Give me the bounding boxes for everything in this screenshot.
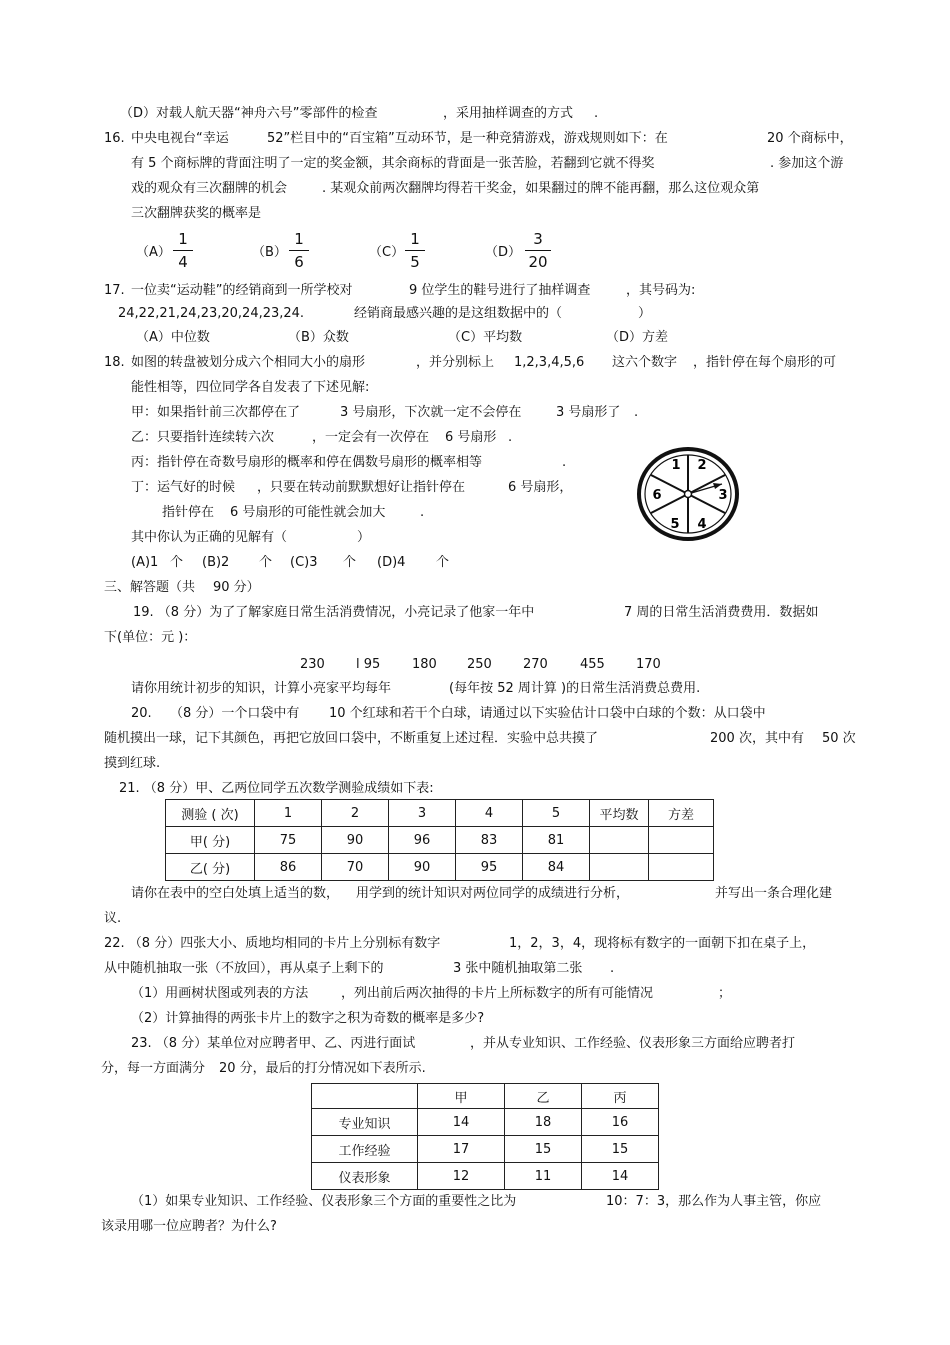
q23-line1a: 23. （8 分）某单位对应聘者甲、乙、丙进行面试 [131,1036,416,1051]
table-cell: 11 [505,1163,582,1190]
q17-option-a: （A）中位数 [136,330,210,345]
header-cell: 方差 [649,800,714,827]
q18-line1b: ，并分别标上 [416,355,495,370]
q19-data-6: 455 [580,657,605,672]
q18-number: 18. [104,355,125,370]
section3-title: 三、解答题（共 [104,580,196,595]
q22-line2a: 从中随机抽取一张（不放回），再从桌子上剩下的 [104,961,384,976]
q22-line1a: 22. （8 分）四张大小、质地均相同的卡片上分别标有数字 [104,936,441,951]
numerator: 1 [294,230,304,248]
q19-data-2: l 95 [356,657,381,672]
q18-bing: 丙：指针停在奇数号扇形的概率和停在偶数号扇形的概率相等 [131,455,483,470]
q17-line2b: 经销商最感兴趣的是这组数据中的（ [354,306,563,321]
q17-data: 24,22,21,24,23,20,24,23,24. [118,306,305,321]
q18-ding-c: 6 号扇形， [508,480,573,495]
q18-option-c-unit: 个 [343,555,357,570]
q18-ding-b: ，只要在转动前默默想好让指针停在 [257,480,466,495]
q17-number: 17. [104,283,125,298]
q20-number: 20. [131,706,152,721]
q17-option-d: （D）方差 [606,330,669,345]
q16-option-b-fraction [287,229,311,272]
q18-jia-c: 3 号扇形了 [556,405,621,420]
table-cell: 70 [322,854,389,881]
q17-line1a: 一位卖“运动鞋”的经销商到一所学校对 [131,283,353,298]
header-cell: 乙 [505,1084,582,1109]
q23-sub2: 该录用哪一位应聘者？为什么? [101,1219,277,1234]
q23-sub1a: （1）如果专业知识、工作经验、仪表形象三个方面的重要性之比为 [131,1194,517,1209]
q15-period: . [594,106,599,121]
q16-line2b: . 参加这个游 [770,156,844,171]
q18-line1a: 如图的转盘被划分成六个相同大小的扇形 [131,355,366,370]
q17-line1b: 9 位学生的鞋号进行了抽样调查 [409,283,591,298]
q18-option-a: (A)1 [131,555,159,570]
q19-line3a: 请你用统计初步的知识，计算小亮家平均每年 [131,681,392,696]
q16-line2a: 有 5 个商标牌的背面注明了一定的奖金额，其余商标的背面是一张苦脸，若翻到它就不得奖 [131,156,655,171]
q19-data-3: 180 [412,657,437,672]
wheel-label-2: 2 [697,458,707,473]
q18-ding2-period: . [420,505,425,520]
q22-sub1c: ； [718,986,732,1001]
q16-line1b: 52”栏目中的“百宝箱”互动环节，是一种竞猜游戏，游戏规则如下：在 [267,131,668,146]
q18-option-a-unit: 个 [170,555,184,570]
q16-line1a: 中央电视台“幸运 [131,131,229,146]
table-cell: 90 [389,854,456,881]
q18-ding-a: 丁：运气好的时候 [131,480,236,495]
table-cell: 86 [255,854,322,881]
q16-option-d-label: （D） [485,245,522,260]
q23-score-table [311,1083,659,1190]
table-cell: 18 [505,1109,582,1136]
q16-line4: 三次翻牌获奖的概率是 [131,206,262,221]
numerator: 1 [178,230,188,248]
table-header-row [166,800,714,827]
q19-data-1: 230 [300,657,325,672]
q20-line2b: 200 次，其中有 [710,731,804,746]
q16-option-a-fraction [171,229,195,272]
table-cell-blank [649,854,714,881]
q18-ding2-b: 6 号扇形的可能性就会加大 [230,505,386,520]
wheel-label-1: 1 [671,458,681,473]
header-cell: 丙 [582,1084,659,1109]
table-cell: 95 [456,854,523,881]
denominator: 5 [410,253,420,271]
table-cell: 83 [456,827,523,854]
q18-option-d: (D)4 [377,555,406,570]
numerator: 1 [410,230,420,248]
table-row [312,1163,659,1190]
q18-option-d-unit: 个 [436,555,450,570]
table-cell: 14 [418,1109,505,1136]
header-cell: 3 [389,800,456,827]
table-cell: 84 [523,854,590,881]
q15-option-d: （D）对载人航天器“神舟六号”零部件的检查 [120,106,378,121]
table-cell: 81 [523,827,590,854]
q18-option-b-unit: 个 [259,555,273,570]
table-cell: 90 [322,827,389,854]
q21-line3: 议. [104,911,122,926]
q22-period: . [610,961,615,976]
denominator: 4 [178,253,188,271]
table-cell: 专业知识 [312,1109,418,1136]
table-row [312,1109,659,1136]
q21-line2c: 并写出一条合理化建 [715,886,833,901]
q23-line1b: ，并从专业知识、工作经验、仪表形象三方面给应聘者打 [470,1036,796,1051]
wheel-label-4: 4 [697,517,707,532]
denominator: 20 [528,253,548,271]
wheel-label-3: 3 [718,488,728,503]
q19-line3b: (每年按 52 周计算 )的日常生活消费总费用. [449,681,701,696]
q22-line2b: 3 张中随机抽取第二张 [453,961,583,976]
table-cell: 15 [582,1136,659,1163]
table-cell: 甲( 分) [166,827,255,854]
q19-line2: 下(单位：元 )： [104,630,197,645]
header-cell: 5 [523,800,590,827]
q16-option-a-label: （A） [136,245,171,260]
header-cell: 1 [255,800,322,827]
q16-option-c-label: （C） [369,245,405,260]
q18-line1d: 这六个数字 [612,355,678,370]
q17-option-c: （C）平均数 [448,330,523,345]
q18-line1e: ，指针停在每个扇形的可 [693,355,837,370]
q16-line1c: 20 个商标中， [767,131,853,146]
q18-line1c: 1,2,3,4,5,6 [514,355,585,370]
table-cell: 75 [255,827,322,854]
q18-yi-b: ，一定会有一次停在 [312,430,430,445]
q19-line1b: 7 周的日常生活消费费用．数据如 [624,605,819,620]
header-cell: 4 [456,800,523,827]
header-cell: 甲 [418,1084,505,1109]
q20-line1b: （8 分）一个口袋中有 [170,706,300,721]
q20-line1c: 10 个红球和若干个白球，请通过以下实验估计口袋中白球的个数：从口袋中 [329,706,766,721]
q23-sub1b: 10：7：3，那么作为人事主管，你应 [606,1194,822,1209]
q18-jia-b: 3 号扇形，下次就一定不会停在 [340,405,522,420]
q19-data-4: 250 [467,657,492,672]
q20-line2a: 随机摸出一球，记下其颜色，再把它放回口袋中，不断重复上述过程．实验中总共摸了 [104,731,599,746]
q18-yi-a: 乙：只要指针连续转六次 [131,430,275,445]
q16-option-c-fraction [403,229,427,272]
section3-score: 90 分） [213,580,260,595]
denominator: 6 [294,253,304,271]
q18-ding2-a: 指针停在 [162,505,215,520]
q18-ask: 其中你认为正确的见解有（ [131,530,288,545]
table-cell-blank [590,827,649,854]
q18-bing-period: . [562,455,567,470]
q22-line1b: 1，2，3，4，现将标有数字的一面朝下扣在桌子上， [509,936,816,951]
table-cell: 工作经验 [312,1136,418,1163]
q16-line3a: 戏的观众有三次翻牌的机会 [131,181,288,196]
q16-line3b: . 某观众前两次翻牌均得若干奖金，如果翻过的牌不能再翻，那么这位观众第 [322,181,760,196]
table-cell: 17 [418,1136,505,1163]
table-cell: 96 [389,827,456,854]
table-cell: 15 [505,1136,582,1163]
q18-jia-a: 甲：如果指针前三次都停在了 [131,405,301,420]
q20-line2c: 50 次 [822,731,856,746]
q16-option-b-label: （B） [252,245,287,260]
table-row [166,827,714,854]
spinner-wheel-figure [636,444,746,544]
q21-line2b: 用学到的统计知识对两位同学的成绩进行分析， [356,886,630,901]
table-cell-blank [590,854,649,881]
q23-line2b: 20 分，最后的打分情况如下表所示. [219,1061,426,1076]
q23-line2a: 分，每一方面满分 [101,1061,206,1076]
q17-line2c: ） [638,306,652,321]
table-cell: 仪表形象 [312,1163,418,1190]
header-cell: 2 [322,800,389,827]
q19-data-5: 270 [523,657,548,672]
header-cell: 测验 ( 次) [166,800,255,827]
table-cell: 乙( 分) [166,854,255,881]
q22-sub1a: （1）用画树状图或列表的方法 [131,986,309,1001]
table-row [312,1136,659,1163]
numerator: 3 [533,230,543,248]
table-row [166,854,714,881]
q17-option-b: （B）众数 [288,330,349,345]
q21-line1: 21. （8 分）甲、乙两位同学五次数学测验成绩如下表: [119,781,434,796]
q18-yi-period: . [508,430,513,445]
q18-yi-c: 6 号扇形 [445,430,497,445]
q22-sub2: （2）计算抽得的两张卡片上的数字之积为奇数的概率是多少? [131,1011,485,1026]
table-cell-blank [649,827,714,854]
q22-sub1b: ，列出前后两次抽得的卡片上所标数字的所有可能情况 [341,986,654,1001]
q21-score-table [165,799,714,881]
q18-line2: 能性相等，四位同学各自发表了下述见解: [131,380,370,395]
q20-line3: 摸到红球. [104,756,161,771]
q19-data-7: 170 [636,657,661,672]
q17-line1c: ，其号码为: [626,283,696,298]
table-header-row [312,1084,659,1109]
q21-line2a: 请你在表中的空白处填上适当的数， [131,886,340,901]
table-cell: 12 [418,1163,505,1190]
table-cell: 16 [582,1109,659,1136]
q16-option-d-fraction [523,229,553,272]
q15-option-d-tail: ，采用抽样调查的方式 [443,106,574,121]
q18-ask-close: ） [357,530,371,545]
header-cell [312,1084,418,1109]
table-cell: 14 [582,1163,659,1190]
q18-option-b: (B)2 [202,555,230,570]
q18-jia-period: . [634,405,639,420]
wheel-label-6: 6 [652,488,662,503]
q16-number: 16. [104,131,125,146]
wheel-label-5: 5 [670,517,680,532]
q19-line1a: 19. （8 分）为了了解家庭日常生活消费情况，小亮记录了他家一年中 [133,605,535,620]
header-cell: 平均数 [590,800,649,827]
q18-option-c: (C)3 [290,555,318,570]
